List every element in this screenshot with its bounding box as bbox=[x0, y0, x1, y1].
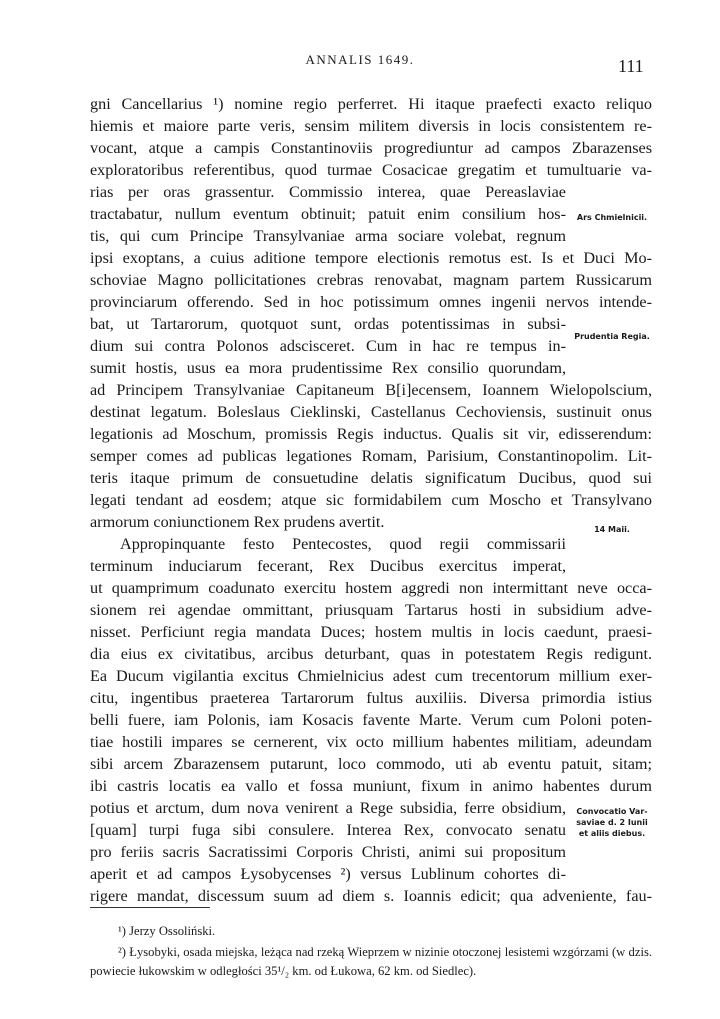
margin-note-line: saviae d. 2 Iunii bbox=[576, 818, 648, 827]
text-line: semper comes ad publicas legationes Romam, Parisium, Constantinopolim. Lit- bbox=[90, 447, 652, 465]
page-number: 111 bbox=[618, 56, 644, 76]
text-line: rigere mandat, discessum suum ad diem s. Ioannis edicit; qua adveniente, fau- bbox=[90, 887, 652, 905]
text-line: legati tendant ad eosdem; atque sic formidabilem cum Moscho et Transylvano bbox=[90, 491, 652, 509]
margin-note-line: Convocatio Var- bbox=[576, 807, 648, 816]
footnote: ¹) Jerzy Ossoliński. bbox=[118, 924, 216, 938]
text-line: dia eius ex civitatibus, arcibus deturbant, quas in potestatem Regis redigunt. bbox=[90, 645, 652, 663]
text-line: rias per oras grassentur. Commissio interea, quae Pereaslaviae bbox=[90, 183, 566, 201]
text-line: belli fuere, iam Polonis, iam Kosacis favente Marte. Verum cum Poloni poten- bbox=[90, 711, 652, 729]
margin-note-line: 14 Maii. bbox=[594, 525, 630, 534]
margin-note-line: et aliis diebus. bbox=[578, 829, 646, 838]
text-line: aperit et ad campos Łysobycenses ²) versus Lublinum cohortes di- bbox=[90, 865, 566, 883]
text-line: tractabatur, nullum eventum obtinuit; patuit enim consilium hos- bbox=[90, 205, 566, 223]
text-line: sumit hostis, usus ea mora prudentissime Rex consilio quorundam, bbox=[90, 359, 566, 377]
footnote: ²) Łysobyki, osada miejska, leżąca nad rzeką Wieprzem w nizinie otoczonej lesistemi wzgórzami (w dzis. powiecie łukowskim w odległości 35¹/₂ km. od Łukowa, 62 km. od Siedlec). bbox=[90, 945, 652, 978]
text-line: hiemis et maiore parte veris, sensim militem diversis in locis consistentem re- bbox=[90, 117, 652, 135]
text-line: teris itaque primum de consuetudine delatis significatum Ducibus, quod sui bbox=[90, 469, 652, 487]
text-line: schoviae Magno pollicitationes crebras renovabat, magnam partem Russicarum bbox=[90, 271, 652, 289]
margin-note bbox=[566, 806, 658, 839]
margin-note-line: Prudentia Regia. bbox=[574, 332, 650, 341]
running-title: ANNALIS 1649. bbox=[305, 52, 415, 67]
margin-note bbox=[566, 212, 658, 223]
text-line: [quam] turpi fuga sibi consulere. Interea Rex, convocato senatu bbox=[90, 821, 566, 839]
text-line: exploratoribus referentibus, quod turmae Cosacicae gregatim et tumultuarie va- bbox=[90, 161, 652, 179]
text-line: tiae hostili impares se cernerent, vix octo millium habentes militiam, adeundam bbox=[90, 733, 652, 751]
text-line: sionem rei agendae ommittant, priusquam Tartarus hosti in subsidium adve- bbox=[90, 601, 652, 619]
text-line: terminum induciarum fecerant, Rex Ducibus exercitus imperat, bbox=[90, 557, 566, 575]
text-line: ad Principem Transylvaniae Capitaneum B[i]ecensem, Ioannem Wielopolscium, bbox=[90, 381, 652, 399]
text-line: potius et arctum, dum nova venirent a Rege subsidia, ferre obsidium, bbox=[90, 799, 566, 817]
text-line: citu, ingentibus praeterea Tartarorum fultus auxiliis. Diversa primordia istius bbox=[90, 689, 652, 707]
margin-note bbox=[566, 524, 658, 535]
text-line: ipsi exoptans, a cuius aditione tempore electionis remotus est. Is et Duci Mo- bbox=[90, 249, 652, 267]
text-line: provinciarum offerendo. Sed in hoc potissimum omnes ingenii nervos intende- bbox=[90, 293, 652, 311]
margin-note bbox=[566, 331, 658, 342]
margin-note-line: Ars Chmielnicii. bbox=[576, 213, 648, 222]
text-line: armorum coniunctionem Rex prudens avertit. bbox=[90, 513, 385, 531]
text-line: dium sui contra Polonos adscisceret. Cum in hac re tempus in- bbox=[90, 337, 566, 355]
text-line: ibi castris locatis ea vallo et fossa muniunt, fixum in animo habentes durum bbox=[90, 777, 652, 795]
text-line: Ea Ducum vigilantia excitus Chmielnicius adest cum trecentorum millium exer- bbox=[90, 667, 652, 685]
text-line: pro feriis sacris Sacratissimi Corporis Christi, animi sui propositum bbox=[90, 843, 566, 861]
text-line: ut quamprimum coadunato exercitu hostem aggredi non intermittant neve occa- bbox=[90, 579, 652, 597]
text-line: Appropinquante festo Pentecostes, quod regii commissarii bbox=[120, 535, 566, 553]
text-line: nisset. Perficiunt regia mandata Duces; hostem multis in locis caedunt, praesi- bbox=[90, 623, 652, 641]
text-line: vocant, atque a campis Constantinoviis progrediuntur ad campos Zbarazenses bbox=[90, 139, 652, 157]
text-line: sibi arcem Zbarazensem putarunt, loco commodo, uti ab eventu patuit, sitam; bbox=[90, 755, 652, 773]
text-line: bat, ut Tartarorum, quotquot sunt, ordas potentissimas in subsi- bbox=[90, 315, 566, 333]
text-line: destinat legatum. Boleslaus Cieklinski, Castellanus Cechoviensis, sustinuit onus bbox=[90, 403, 652, 421]
text-line: gni Cancellarius ¹) nomine regio perferret. Hi itaque praefecti exacto reliquo bbox=[90, 95, 652, 113]
text-line: legationis ad Moschum, promissis Regis inductus. Qualis sit vir, edisserendum: bbox=[90, 425, 652, 443]
text-line: tis, qui cum Principe Transylvaniae arma sociare volebat, regnum bbox=[90, 227, 566, 245]
footnote-rule bbox=[90, 907, 210, 908]
